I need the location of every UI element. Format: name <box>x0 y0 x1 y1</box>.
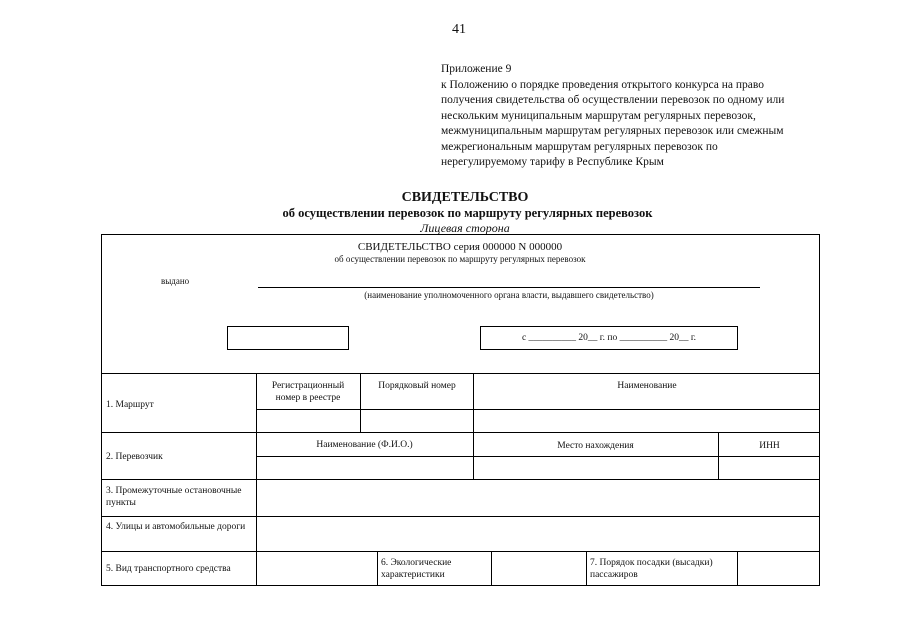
issued-caption: (наименование уполномоченного органа власти, выдавшего свидетельство) <box>364 290 654 300</box>
route-name-header: Наименование <box>617 381 677 391</box>
document-title: СВИДЕТЕЛЬСТВО <box>401 190 529 205</box>
divider <box>377 551 378 585</box>
divider <box>256 409 819 410</box>
divider <box>102 479 819 480</box>
boarding-order-label: 7. Порядок посадки (высадки) пассажиров <box>590 558 713 580</box>
divider <box>102 551 819 552</box>
eco-characteristics-label: 6. Экологические характеристики <box>381 558 452 580</box>
appendix-line: межмуниципальным маршрутам регулярных перевозок или смежным <box>441 125 784 137</box>
certificate-series: СВИДЕТЕЛЬСТВО серия 000000 N 000000 <box>357 241 563 253</box>
issued-fill-line <box>258 287 760 288</box>
divider <box>102 373 819 374</box>
document-side-label: Лицевая сторона <box>420 221 510 235</box>
appendix-line: межрегиональным маршрутам регулярных перевозок по <box>441 140 718 153</box>
appendix-title: Приложение 9 <box>441 63 512 75</box>
divider <box>473 373 474 479</box>
divider <box>718 432 719 479</box>
carrier-location-header: Место нахождения <box>557 441 634 451</box>
appendix-line: к Положению о порядке проведения открытого конкурса на право <box>441 78 765 91</box>
divider <box>586 551 587 585</box>
divider <box>491 551 492 585</box>
appendix-line: нерегулируемому тарифу в Республике Крым <box>441 156 664 168</box>
appendix-line: нескольким муниципальным маршрутам регулярных перевозок, <box>441 109 756 122</box>
carrier-name-header: Наименование (Ф.И.О.) <box>316 440 413 450</box>
route-label: 1. Маршрут <box>106 400 154 410</box>
divider <box>737 551 738 585</box>
divider <box>102 432 819 433</box>
divider <box>102 516 819 517</box>
validity-period: с __________ 20__ г. по __________ 20__ г. <box>521 333 697 343</box>
stops-label: 3. Промежуточные остановочные пункты <box>106 486 242 508</box>
route-reg-number-header: Регистрационный номер в реестре <box>271 381 345 403</box>
appendix-line: получения свидетельства об осуществлении перевозок по одному или <box>441 94 785 106</box>
streets-label: 4. Улицы и автомобильные дороги <box>106 522 246 532</box>
transport-type-label: 5. Вид транспортного средства <box>106 564 231 574</box>
route-seq-number-header: Порядковый номер <box>378 381 456 391</box>
appendix-header <box>441 62 841 171</box>
validity-period-box <box>480 326 738 350</box>
divider <box>256 373 257 585</box>
certificate-series-subtitle: об осуществлении перевозок по маршруту регулярных перевозок <box>334 254 586 264</box>
page-number: 41 <box>452 22 466 37</box>
certificate-number-box <box>227 326 349 350</box>
carrier-inn-header: ИНН <box>759 441 780 451</box>
issued-label: выдано <box>161 276 190 286</box>
carrier-label: 2. Перевозчик <box>106 452 163 462</box>
divider <box>256 456 819 457</box>
document-subtitle: об осуществлении перевозок по маршруту регулярных перевозок <box>282 206 653 220</box>
divider <box>360 373 361 432</box>
